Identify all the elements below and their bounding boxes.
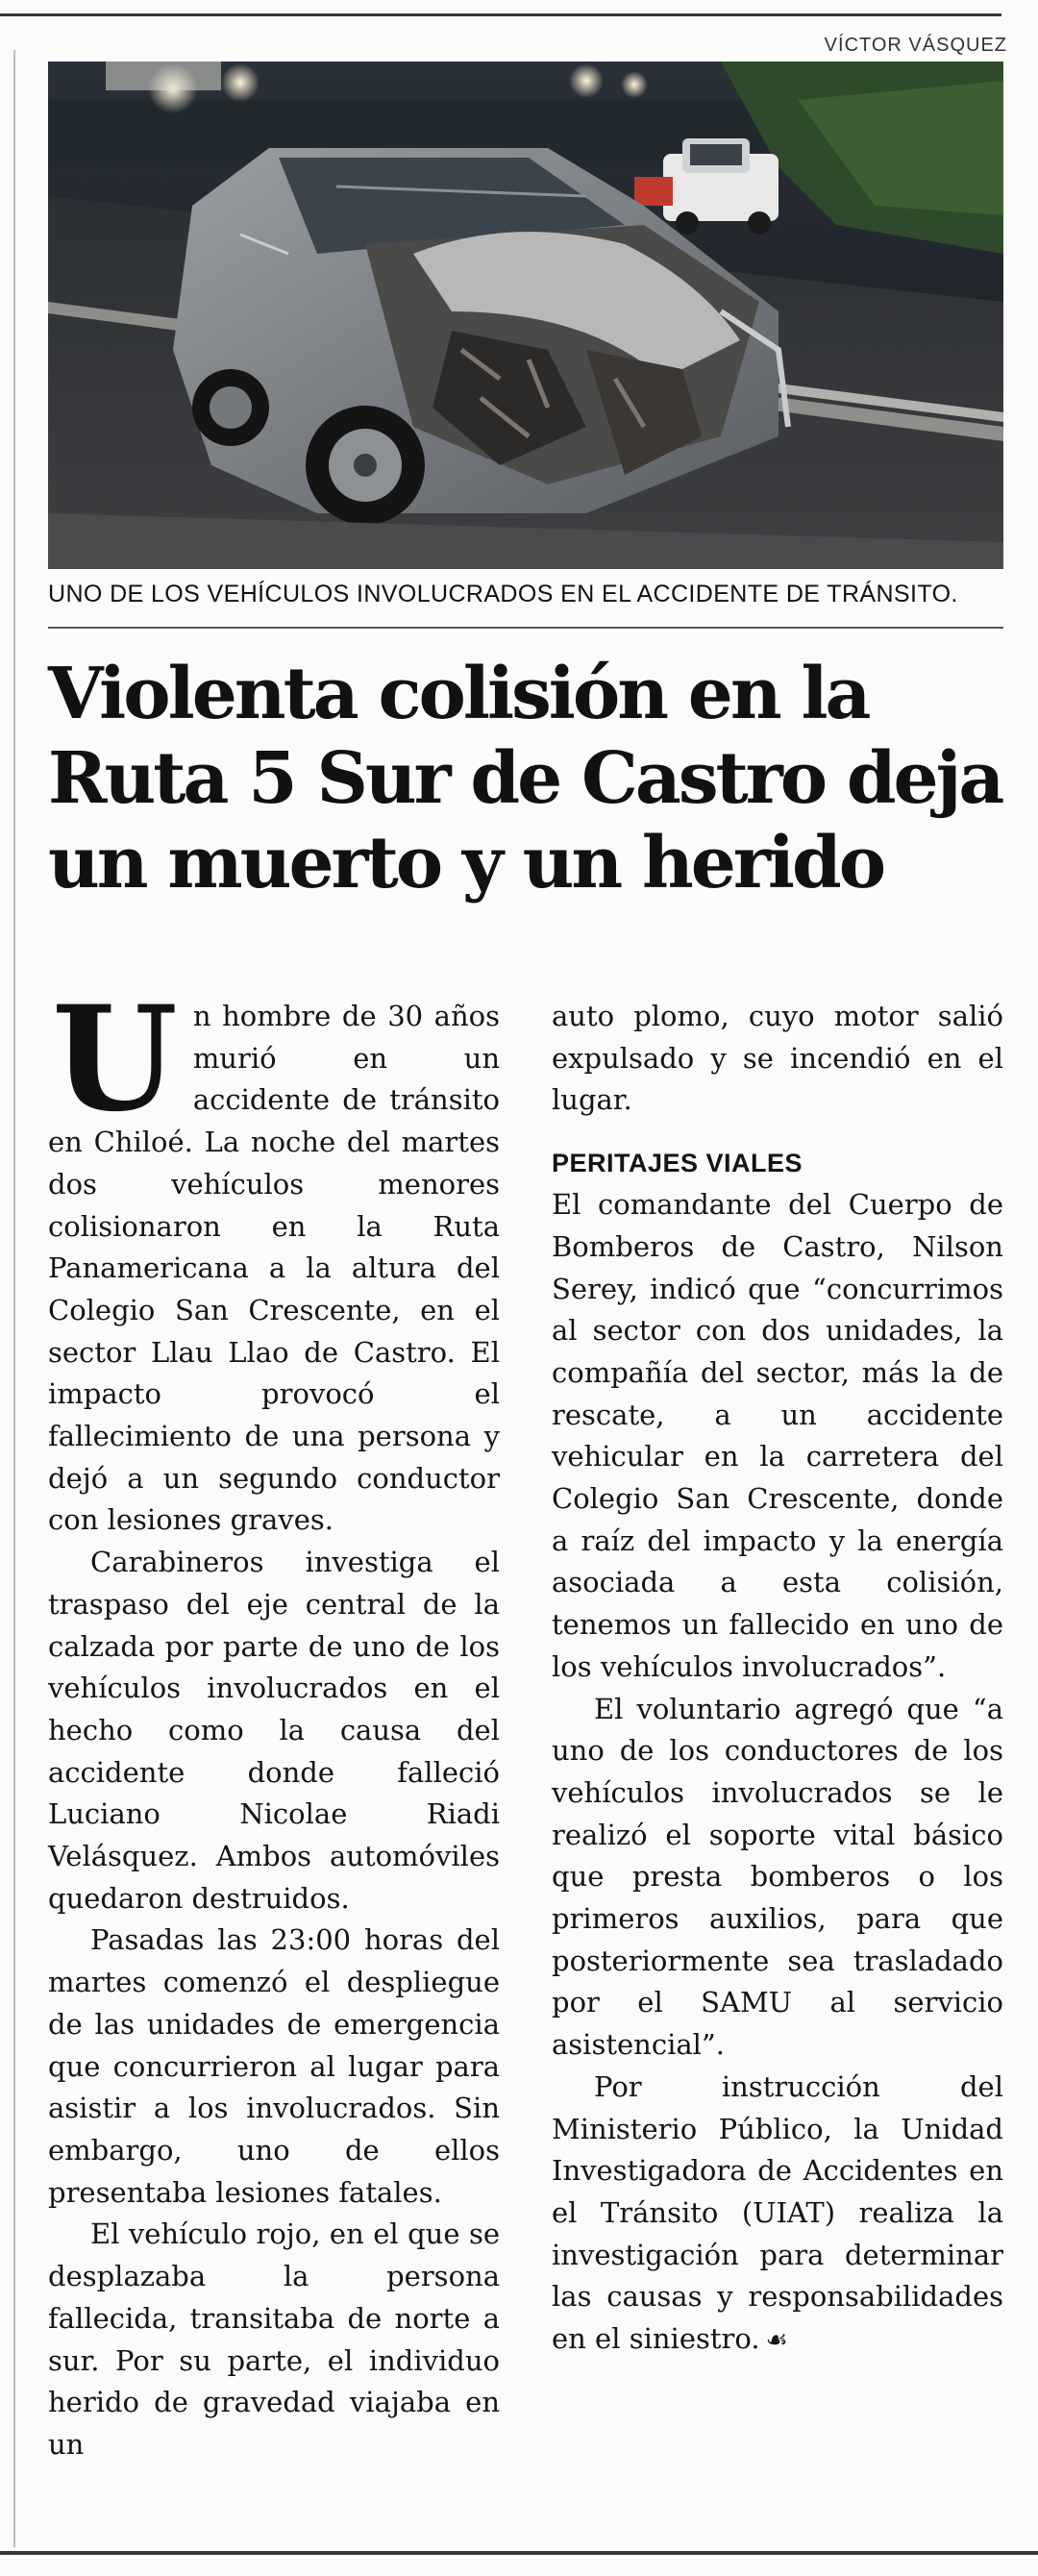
- closing-paragraph: [552, 2067, 1003, 2363]
- accident-photo: [48, 62, 1003, 569]
- lead-text: n hombre de 30 años murió en un accidente de tránsito en Chiloé. La noche del martes dos vehículos menores colisionaron en la Ruta Panamericana a la altura del Colegio San Crescente, en el sector Llau Llao de Castro. El impacto provocó el fallecimiento de una persona y dejó a un segundo conductor con lesiones graves.: [48, 1000, 500, 1537]
- bottom-rule: [0, 2551, 1038, 2555]
- body-paragraph: El vehículo rojo, en el que se desplazaba la persona fallecida, transitaba de norte a sur. Por su parte, el individuo herido de gravedad viajaba en un: [48, 2217, 500, 2461]
- end-mark-icon: ☙: [765, 2326, 788, 2356]
- article-column-right: [552, 996, 1003, 2363]
- article-column-left: [48, 975, 500, 2466]
- photo-caption: UNO DE LOS VEHÍCULOS INVOLUCRADOS EN EL ACCIDENTE DE TRÁNSITO.: [48, 581, 958, 607]
- body-paragraph: El comandante del Cuerpo de Bomberos de Castro, Nilson Serey, indicó que “concurrimos al sector con dos unidades, la compañía del sector, más la de rescate, a un accidente vehicular en la carretera del Colegio San Crescente, donde a raíz del impacto y la energía asociada a esta colisión, tenemos un fallecido en uno de los vehículos involucrados”.: [552, 1188, 1003, 1683]
- headline: Violenta colisión en la Ruta 5 Sur de Castro deja un muerto y un herido: [48, 653, 1002, 904]
- section-subhead: PERITAJES VIALES: [552, 1149, 803, 1178]
- closing-text: Por instrucción del Ministerio Público, la Unidad Investigadora de Accidentes en el Tránsito (UIAT) realiza la investigación para determinar las causas y responsabilidades en el siniestro.: [552, 2069, 1003, 2356]
- body-paragraph: El voluntario agregó que “a uno de los conductores de los vehículos involucrados se le realizó el soporte vital básico que presta bomberos o los primeros auxilios, para que posteriormente sea trasladado por el SAMU al servicio asistencial”.: [552, 1692, 1003, 2062]
- drop-cap: U: [52, 975, 178, 1144]
- caption-rule: [48, 627, 1003, 629]
- lead-paragraph: [48, 975, 500, 1542]
- body-paragraph: Carabineros investiga el traspaso del eje central de la calzada por parte de uno de los vehículos involucrados en el hecho como la causa del accidente donde falleció Luciano Nicolae Riadi Velásquez. Ambos automóviles quedaron destruidos.: [48, 1546, 500, 1915]
- top-rule: [0, 13, 1001, 16]
- body-paragraph: auto plomo, cuyo motor salió expulsado y se incendió en el lugar.: [552, 1000, 1003, 1117]
- body-paragraph: Pasadas las 23:00 horas del martes comenzó el despliegue de las unidades de emergencia que concurrieron al lugar para asistir a los involucrados. Sin embargo, uno de ellos presentaba lesiones fatales.: [48, 1923, 500, 2209]
- wrecked-car-image: [48, 62, 1003, 569]
- photo-credit: VÍCTOR VÁSQUEZ: [824, 35, 1007, 56]
- column-rule: [13, 50, 15, 2547]
